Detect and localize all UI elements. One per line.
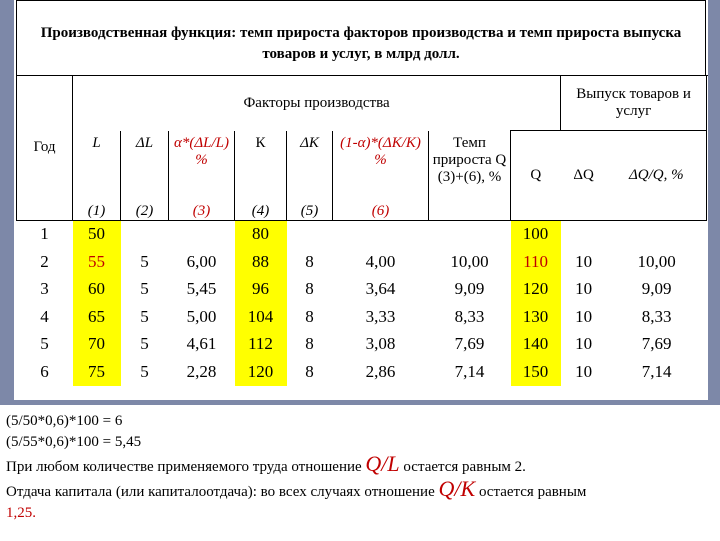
dq-q-header: ΔQ/Q, % (607, 131, 707, 221)
table-cell-dQ (561, 220, 607, 248)
note-line-3: При любом количестве применяемого труда отношение Q/L остается равным 2. (6, 451, 526, 476)
table-cell-c3: 5,45 (186, 279, 217, 299)
page-title: Производственная функция: темп прироста факторов производства и темп прироста выпуска товаров и услуг, в млрд долл. (40, 25, 682, 62)
table-cell-rate: 7,69 (454, 334, 485, 354)
table-cell-dQ: 10 (575, 306, 593, 326)
table-cell-year: 3 (40, 279, 49, 299)
table-cell-K: 120 (235, 358, 287, 386)
table-cell-L: 60 (73, 276, 121, 304)
table-cell-rate: 8,33 (454, 306, 485, 326)
table-cell-dL (121, 220, 169, 248)
table-cell-c6 (333, 220, 429, 248)
table-cell-dK: 8 (305, 334, 314, 354)
table-cell-c3: 5,00 (186, 306, 217, 326)
table-cell-L: 75 (73, 358, 121, 386)
table-cell-L: 50 (73, 220, 121, 248)
table-cell-dK: 8 (305, 279, 314, 299)
table-cell-K: 96 (235, 276, 287, 304)
factors-header: Факторы производства (73, 76, 561, 131)
table-cell-rate: 10,00 (450, 251, 489, 271)
table-cell-rate: 9,09 (454, 279, 485, 299)
table-cell-dL: 5 (140, 361, 149, 381)
table-cell-K: 88 (235, 248, 287, 276)
table-cell-year: 6 (40, 361, 49, 381)
table-cell-c6: 3,33 (365, 306, 396, 326)
table-cell-year: 4 (40, 306, 49, 326)
table-row (17, 331, 707, 359)
notes-panel (0, 404, 720, 541)
production-table (16, 75, 707, 386)
table-cell-c6: 4,00 (365, 251, 396, 271)
k-header: К (4) (235, 131, 287, 221)
table-cell-rate: 7,14 (454, 361, 485, 381)
title-box (16, 0, 706, 76)
table-cell-Q: 100 (511, 220, 561, 248)
table-row (17, 358, 707, 386)
note-line-4: Отдача капитала (или капиталоотдача): во всех случаях отношение Q/K остается равным 1,25. (6, 476, 587, 521)
table-cell-dQ: 10 (575, 334, 593, 354)
dk-header: ΔK (5) (287, 131, 333, 221)
table-cell-Q: 120 (511, 276, 561, 304)
q-l-ratio: Q/L (365, 451, 400, 476)
table-cell-dK (287, 220, 333, 248)
table-cell-dL: 5 (140, 279, 149, 299)
table-cell-Q: 150 (511, 358, 561, 386)
q-k-ratio: Q/K (438, 476, 476, 501)
table-cell-c3 (169, 220, 235, 248)
table-cell-dQQ: 8,33 (641, 306, 672, 326)
q-header: Q (511, 131, 561, 221)
table-cell-c3: 4,61 (186, 334, 217, 354)
table-cell-dQQ: 10,00 (637, 251, 676, 271)
table-cell-year: 1 (40, 224, 49, 244)
table-cell-c6: 3,64 (365, 279, 396, 299)
table-cell-dL: 5 (140, 251, 149, 271)
growth-rate-header: Темп прироста Q (3)+(6), % (429, 131, 511, 221)
table-cell-L: 55 (73, 248, 121, 276)
dq-header: ΔQ (561, 131, 607, 221)
table-cell-Q: 130 (511, 303, 561, 331)
table-cell-dQ: 10 (575, 251, 593, 271)
l-header: L (1) (73, 131, 121, 221)
table-cell-K: 112 (235, 331, 287, 359)
table-cell-dK: 8 (305, 306, 314, 326)
table-cell-dK: 8 (305, 361, 314, 381)
note-line-2: (5/55*0,6)*100 = 5,45 (6, 434, 142, 450)
table-cell-rate (429, 220, 511, 248)
alpha-dl-header: α*(ΔL/L) % (3) (169, 131, 235, 221)
table-cell-dL: 5 (140, 334, 149, 354)
table-cell-dL: 5 (140, 306, 149, 326)
table-cell-L: 70 (73, 331, 121, 359)
table-cell-L: 65 (73, 303, 121, 331)
table-cell-c6: 3,08 (365, 334, 396, 354)
table-cell-c3: 6,00 (186, 251, 217, 271)
table-cell-K: 104 (235, 303, 287, 331)
table-cell-Q: 140 (511, 331, 561, 359)
table-row (17, 220, 707, 248)
table-cell-c6: 2,86 (365, 361, 396, 381)
table-cell-dK: 8 (305, 251, 314, 271)
dl-header: ΔL (2) (121, 131, 169, 221)
table-row (17, 248, 707, 276)
table-cell-dQQ: 7,69 (641, 334, 672, 354)
table-cell-dQQ: 9,09 (641, 279, 672, 299)
table-cell-c3: 2,28 (186, 361, 217, 381)
table-cell-year: 2 (40, 251, 49, 271)
table-cell-dQQ (607, 220, 707, 248)
output-header: Выпуск товаров и услуг (561, 76, 707, 131)
table-row (17, 303, 707, 331)
one-minus-alpha-header: (1-α)*(ΔK/K) % (6) (333, 131, 429, 221)
table-cell-year: 5 (40, 334, 49, 354)
table-cell-K: 80 (235, 220, 287, 248)
table-row (17, 276, 707, 304)
table-cell-Q: 110 (511, 248, 561, 276)
table-cell-dQ: 10 (575, 279, 593, 299)
table-cell-dQ: 10 (575, 361, 593, 381)
note-line-1: (5/50*0,6)*100 = 6 (6, 413, 123, 429)
year-header: Год (17, 76, 73, 221)
table-cell-dQQ: 7,14 (641, 361, 672, 381)
